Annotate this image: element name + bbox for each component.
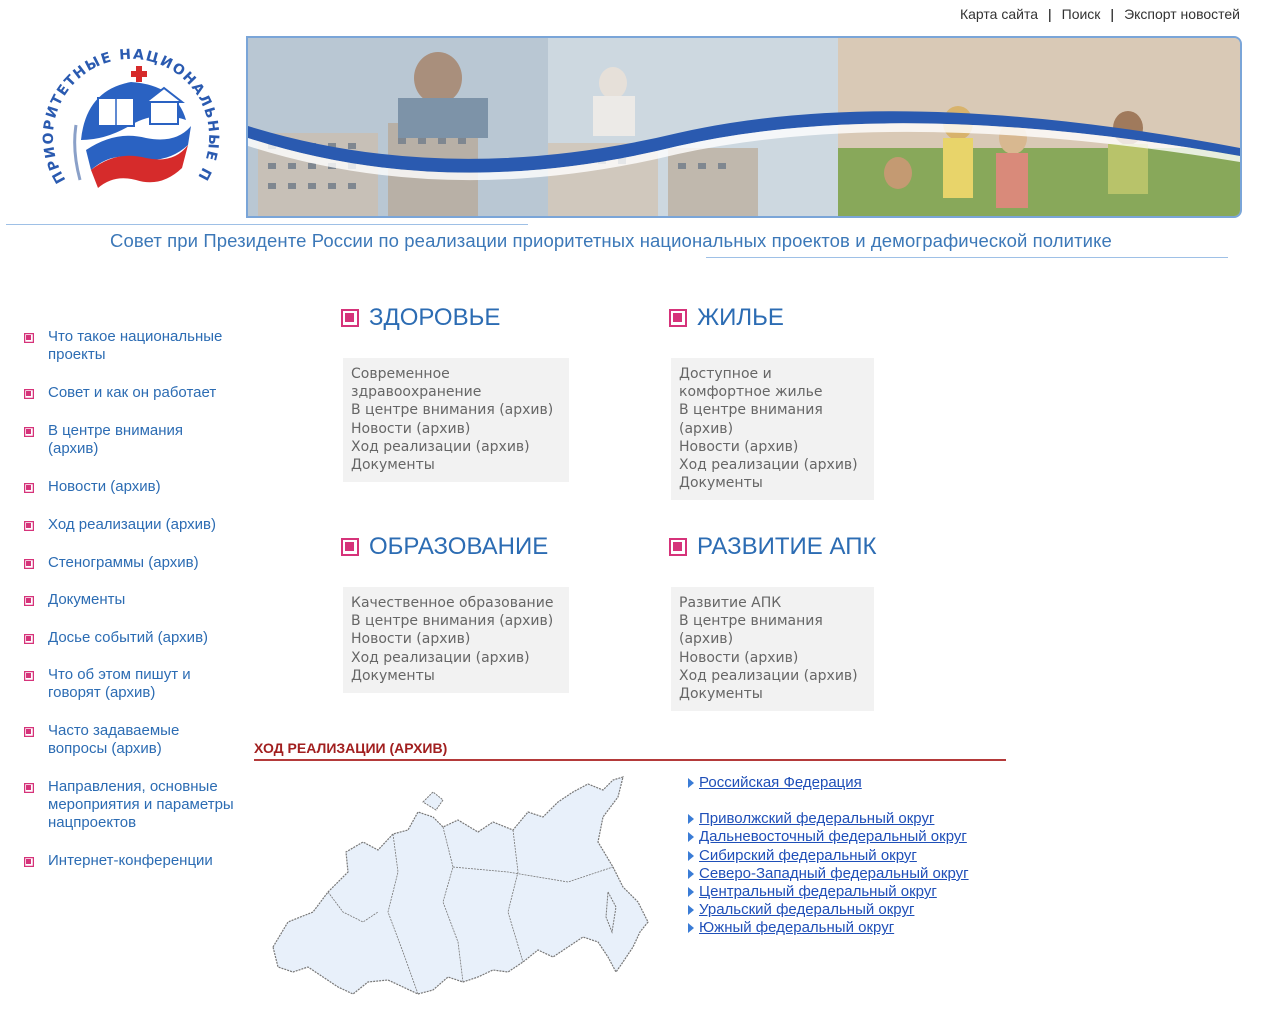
section-link[interactable]: Новости (архив) [351, 420, 471, 437]
nav-item-label: Направления, основные мероприятия и параметры нацпроектов [48, 778, 234, 831]
pink-square-icon [24, 483, 34, 493]
progress-heading: ХОД РЕАЛИЗАЦИИ (АРХИВ) [254, 740, 448, 756]
search-link[interactable]: Поиск [1061, 6, 1101, 22]
region-link-northwest[interactable]: Северо-Западный федеральный округ [688, 865, 969, 883]
nav-item-directions[interactable] [24, 778, 258, 832]
nav-item-progress[interactable] [24, 516, 258, 534]
pink-square-icon [341, 309, 359, 327]
section-link[interactable]: Документы [351, 667, 435, 684]
region-link-far-east[interactable]: Дальневосточный федеральный округ [688, 828, 969, 846]
regions-list [688, 774, 969, 938]
section-link[interactable]: В центре внимания (архив) [351, 402, 554, 419]
section-link[interactable]: Ход реализации (архив) [679, 667, 858, 684]
arrow-right-icon [688, 887, 694, 897]
header-banner [246, 36, 1242, 218]
section-link[interactable]: Развитие АПК [679, 595, 782, 611]
nav-item-documents[interactable] [24, 591, 258, 609]
russia-map[interactable] [268, 772, 658, 1004]
national-projects-emblem [36, 30, 226, 220]
nav-item-label: Что об этом пишут и говорят (архив) [48, 666, 191, 701]
spacer [688, 792, 969, 810]
nav-item-label: В центре внимания (архив) [48, 422, 184, 457]
section-link[interactable]: В центре внимания (архив) [351, 613, 554, 630]
nav-item-news[interactable] [24, 478, 248, 496]
pink-square-icon [24, 857, 34, 867]
section-link[interactable]: Ход реализации (архив) [351, 438, 530, 455]
section-title[interactable]: ЖИЛЬЕ [669, 304, 784, 332]
section-agro-links [671, 587, 874, 711]
section-health [341, 304, 500, 332]
nav-item-in-focus[interactable] [24, 422, 223, 458]
region-link-ural[interactable]: Уральский федеральный округ [688, 901, 969, 919]
logo[interactable] [36, 30, 226, 220]
nav-item-label: Документы [48, 591, 126, 608]
nav-item-national-projects[interactable] [24, 328, 248, 364]
nav-item-transcripts[interactable] [24, 554, 258, 572]
nav-item-label: Интернет-конференции [48, 852, 213, 869]
pink-square-icon [24, 427, 34, 437]
pink-square-icon [24, 333, 34, 343]
pink-square-icon [341, 538, 359, 556]
pink-square-icon [24, 634, 34, 644]
divider-top [6, 224, 528, 225]
nav-item-conferences[interactable] [24, 852, 258, 870]
arrow-right-icon [688, 905, 694, 915]
progress-heading-rule [254, 759, 1006, 761]
nav-item-label: Ход реализации (архив) [48, 516, 217, 533]
pink-square-icon [24, 783, 34, 793]
section-education-links [343, 587, 569, 693]
pink-square-icon [24, 389, 34, 399]
pink-square-icon [24, 727, 34, 737]
sitemap-link[interactable]: Карта сайта [959, 6, 1038, 22]
region-link-central[interactable]: Центральный федеральный округ [688, 883, 969, 901]
section-link[interactable]: Новости (архив) [679, 438, 799, 455]
section-housing-links [671, 358, 874, 500]
region-link-federation[interactable]: Российская Федерация [688, 774, 969, 792]
section-link[interactable]: Качественное образование [351, 595, 554, 611]
section-link[interactable]: В центре внимания (архив) [679, 613, 823, 648]
pink-square-icon [24, 596, 34, 606]
pink-square-icon [24, 671, 34, 681]
section-health-links [343, 358, 569, 482]
section-education [341, 533, 548, 561]
region-link-volga[interactable]: Приволжский федеральный округ [688, 810, 969, 828]
top-links: Карта сайта | Поиск | Экспорт новостей [959, 6, 1240, 22]
nav-item-label: Часто задаваемые вопросы (архив) [48, 722, 180, 757]
arrow-right-icon [688, 923, 694, 933]
arrow-right-icon [688, 814, 694, 824]
region-link-siberia[interactable]: Сибирский федеральный округ [688, 847, 969, 865]
section-agro [669, 533, 876, 561]
section-link[interactable]: Документы [679, 686, 763, 703]
arrow-right-icon [688, 832, 694, 842]
nav-item-label: Досье событий (архив) [48, 629, 209, 646]
nav-item-label: Что такое национальные проекты [48, 328, 223, 363]
section-housing [669, 304, 784, 332]
section-link[interactable]: Ход реализации (архив) [351, 649, 530, 666]
nav-item-press[interactable] [24, 666, 228, 702]
region-link-south[interactable]: Южный федеральный округ [688, 919, 969, 937]
pink-square-icon [669, 309, 687, 327]
section-title[interactable]: ЗДОРОВЬЕ [341, 304, 500, 332]
nav-item-label: Новости (архив) [48, 478, 161, 495]
banner-collage [248, 38, 1240, 216]
section-title[interactable]: ОБРАЗОВАНИЕ [341, 533, 548, 561]
nav-item-dossier[interactable] [24, 629, 258, 647]
section-link[interactable]: Документы [679, 475, 763, 492]
section-title[interactable]: РАЗВИТИЕ АПК [669, 533, 876, 561]
pink-square-icon [24, 559, 34, 569]
russia-map-icon [268, 772, 658, 1004]
news-export-link[interactable]: Экспорт новостей [1124, 6, 1240, 22]
pink-square-icon [24, 521, 34, 531]
arrow-right-icon [688, 869, 694, 879]
pink-square-icon [669, 538, 687, 556]
section-link[interactable]: В центре внимания (архив) [679, 402, 823, 437]
nav-item-council[interactable] [24, 384, 248, 402]
section-link[interactable]: Современное здравоохранение [351, 366, 482, 401]
arrow-right-icon [688, 851, 694, 861]
section-link[interactable]: Документы [351, 457, 435, 474]
nav-item-faq[interactable] [24, 722, 218, 758]
section-link[interactable]: Новости (архив) [351, 631, 471, 648]
section-link[interactable]: Ход реализации (архив) [679, 457, 858, 474]
divider-bottom [706, 257, 1228, 258]
nav-item-label: Стенограммы (архив) [48, 554, 199, 571]
section-link[interactable]: Новости (архив) [679, 649, 799, 666]
section-link[interactable]: Доступное и комфортное жилье [679, 366, 823, 401]
council-title: Совет при Президенте России по реализации приоритетных национальных проектов и демографической политике [110, 230, 1112, 251]
arrow-right-icon [688, 778, 694, 788]
svg-text:ПРИОРИТЕТНЫЕ НАЦИОНАЛЬНЫЕ ПРОЕ: ПРИОРИТЕТНЫЕ НАЦИОНАЛЬНЫЕ П [40, 46, 222, 186]
nav-item-label: Совет и как он работает [48, 384, 217, 401]
